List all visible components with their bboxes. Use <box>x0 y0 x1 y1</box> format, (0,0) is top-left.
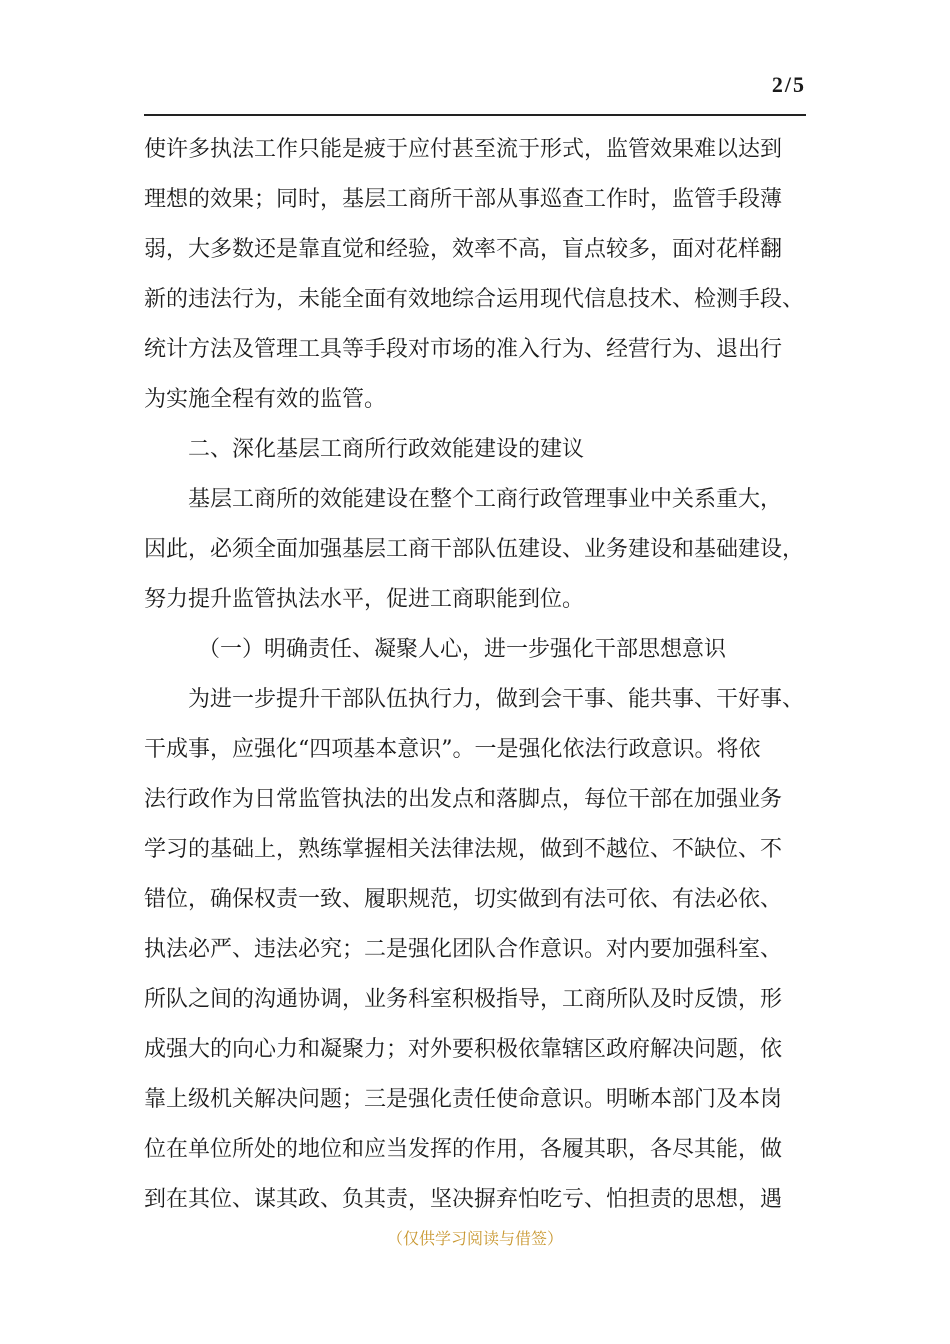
body-line-9: 因此，必须全面加强基层工商干部队伍建设、业务建设和基础建设， <box>144 537 805 562</box>
body-line-10: 努力提升监管执法水平，促进工商职能到位。 <box>144 587 585 612</box>
body-line-13: 干成事，应强化“四项基本意识”。一是强化依法行政意识。将依 <box>144 737 761 762</box>
page-number: 2/5 <box>771 72 806 97</box>
header-divider <box>144 114 806 116</box>
body-line-8: 基层工商所的效能建设在整个工商行政管理事业中关系重大， <box>188 487 783 512</box>
body-line-20: 靠上级机关解决问题；三是强化责任使命意识。明晰本部门及本岗 <box>144 1087 783 1112</box>
body-line-16: 错位，确保权责一致、履职规范，切实做到有法可依、有法必依、 <box>144 887 783 912</box>
body-line-22: 到在其位、谋其政、负其责，坚决摒弃怕吃亏、怕担责的思想，遇 <box>144 1187 783 1212</box>
body-line-2: 理想的效果；同时，基层工商所干部从事巡查工作时，监管手段薄 <box>144 187 783 212</box>
document-body <box>144 125 824 1225</box>
body-line-4: 新的违法行为，未能全面有效地综合运用现代信息技术、检测手段、 <box>144 287 805 312</box>
body-line-1: 使许多执法工作只能是疲于应付甚至流于形式，监管效果难以达到 <box>144 137 783 162</box>
body-line-17: 执法必严、违法必究；二是强化团队合作意识。对内要加强科室、 <box>144 937 783 962</box>
body-line-19: 成强大的向心力和凝聚力；对外要积极依靠辖区政府解决问题，依 <box>144 1037 783 1062</box>
body-line-21: 位在单位所处的地位和应当发挥的作用，各履其职，各尽其能，做 <box>144 1137 783 1162</box>
section-heading: 二、深化基层工商所行政效能建设的建议 <box>188 437 585 462</box>
body-line-14: 法行政作为日常监管执法的出发点和落脚点，每位干部在加强业务 <box>144 787 783 812</box>
body-line-3: 弱，大多数还是靠直觉和经验，效率不高，盲点较多，面对花样翻 <box>144 237 783 262</box>
body-line-6: 为实施全程有效的监管。 <box>144 387 387 412</box>
body-line-15: 学习的基础上，熟练掌握相关法律法规，做到不越位、不缺位、不 <box>144 837 783 862</box>
subsection-heading: （一）明确责任、凝聚人心，进一步强化干部思想意识 <box>198 637 727 662</box>
body-line-18: 所队之间的沟通协调，业务科室积极指导，工商所队及时反馈，形 <box>144 987 783 1012</box>
body-line-12: 为进一步提升干部队伍执行力，做到会干事、能共事、干好事、 <box>188 687 805 712</box>
footer-disclaimer: （仅供学习阅读与借签） <box>386 1229 563 1248</box>
body-line-5: 统计方法及管理工具等手段对市场的准入行为、经营行为、退出行 <box>144 337 783 362</box>
